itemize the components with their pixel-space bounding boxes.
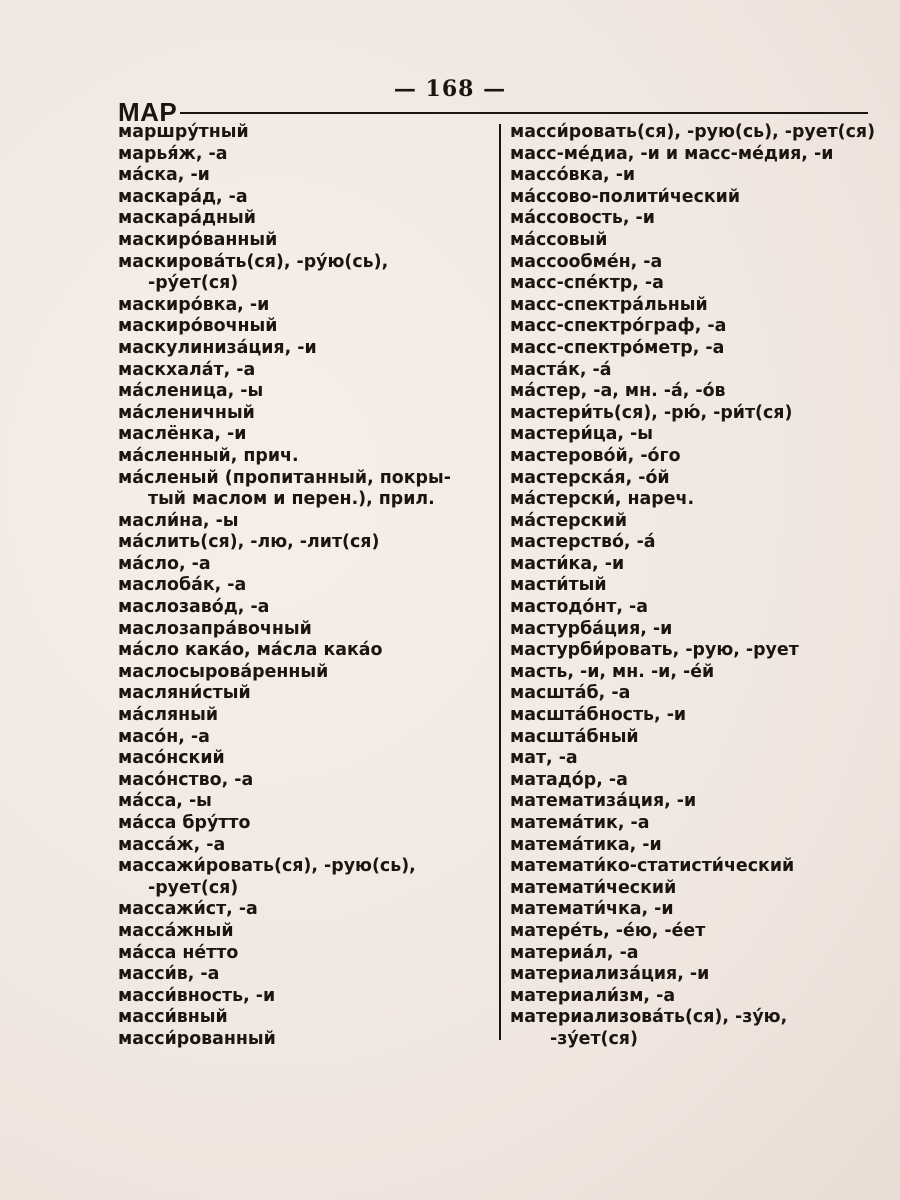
dictionary-entry: маскулиниза́ция, -и (118, 337, 317, 358)
dictionary-entry: ма́сленый (пропитанный, покры- (118, 467, 451, 488)
dictionary-entry: масшта́бный (510, 726, 639, 747)
dictionary-entry: математи́ческий (510, 877, 677, 898)
dictionary-entry: матадо́р, -а (510, 769, 628, 790)
dictionary-entry: масси́вность, -и (118, 985, 276, 1006)
dictionary-entry: ма́сса не́тто (118, 942, 239, 963)
dictionary-entry: матема́тик, -а (510, 813, 650, 833)
column-divider (499, 124, 501, 1040)
dictionary-entry: ма́сло кака́о, ма́сла кака́о (118, 640, 383, 661)
dictionary-entry: масо́нство, -а (118, 769, 254, 790)
dictionary-entry: маскиро́вочный (118, 316, 278, 337)
dictionary-entry: масс-спектро́граф, -а (510, 316, 727, 337)
dictionary-entry-continuation: -ру́ет(ся) (148, 273, 239, 294)
dictionary-entry: масси́ровать(ся), -рую(сь), -рует(ся) (510, 122, 876, 142)
header-rule (180, 112, 868, 114)
dictionary-entry: мастодо́нт, -а (510, 597, 648, 618)
dictionary-entry: ма́сло, -а (118, 553, 211, 574)
dictionary-entry: маста́к, -а́ (510, 359, 612, 380)
dictionary-entry: массообме́н, -а (510, 251, 663, 272)
dictionary-entry: масси́вный (118, 1007, 228, 1028)
dictionary-entry: материализова́ть(ся), -зу́ю, (510, 1007, 788, 1028)
dictionary-entry: ма́стерский (510, 510, 628, 531)
dictionary-entry: маслёнка, -и (118, 424, 247, 445)
dictionary-entry: масс-спектра́льный (510, 294, 708, 315)
dictionary-entry: ма́стерски́, нареч. (510, 489, 695, 510)
dictionary-entry: массажи́ст, -а (118, 899, 258, 920)
dictionary-entry: ма́ссовый (510, 229, 608, 250)
right-column (510, 122, 880, 1051)
dictionary-entry: маскиро́ванный (118, 229, 278, 250)
dictionary-entry: ма́сленица, -ы (118, 381, 264, 402)
dictionary-entry: масо́нский (118, 748, 225, 769)
dictionary-entry: маслоба́к, -а (118, 575, 247, 596)
dictionary-entry: марья́ж, -а (118, 143, 228, 164)
dictionary-entry: масса́ж, -а (118, 834, 226, 855)
dictionary-entry: матема́тика, -и (510, 834, 662, 855)
dictionary-entry: масти́тый (510, 575, 607, 596)
dictionary-entry: маскара́д, -а (118, 186, 248, 207)
dictionary-entry: масляни́стый (118, 683, 251, 704)
dictionary-entry: ма́ссовость, -и (510, 208, 655, 229)
dictionary-entry: материа́л, -а (510, 942, 639, 963)
dictionary-entry: масси́рованный (118, 1028, 276, 1049)
dictionary-entry: математи́чка, -и (510, 899, 674, 920)
dictionary-entry: матере́ть, -е́ю, -е́ет (510, 920, 706, 941)
dictionary-entry: масс-ме́диа, -и и масс-ме́дия, -и (510, 143, 834, 164)
dictionary-entry: мастерство́, -а́ (510, 532, 656, 553)
dictionary-entry: мат, -а (510, 748, 578, 769)
dictionary-entry: ма́ссово-полити́ческий (510, 186, 741, 207)
dictionary-entry: масти́ка, -и (510, 553, 625, 574)
dictionary-entry: ма́стер, -а, мн. -а́, -о́в (510, 381, 726, 402)
dictionary-entry: ма́сса, -ы (118, 791, 212, 812)
dictionary-entry: маскиро́вка, -и (118, 294, 270, 315)
dictionary-entry: математи́ко-статисти́ческий (510, 856, 795, 877)
guide-word: МАР (118, 97, 178, 127)
dictionary-entry: мастери́ть(ся), -рю́, -ри́т(ся) (510, 402, 793, 423)
dictionary-entry: маршру́тный (118, 122, 249, 142)
page-number: — 168 — (393, 76, 507, 102)
left-column (118, 122, 493, 1051)
dictionary-entry: мастерово́й, -о́го (510, 445, 681, 466)
dictionary-entry: материализа́ция, -и (510, 964, 710, 985)
dictionary-entry: массажи́ровать(ся), -рую(сь), (118, 856, 416, 877)
dictionary-entry: маскирова́ть(ся), -ру́ю(сь), (118, 251, 389, 272)
dictionary-entry: математиза́ция, -и (510, 791, 697, 812)
dictionary-entry: масли́на, -ы (118, 510, 239, 531)
dictionary-entry: ма́сляный (118, 705, 219, 726)
dictionary-entry-continuation: -рует(ся) (148, 877, 239, 898)
dictionary-entry-continuation: -зу́ет(ся) (550, 1028, 638, 1049)
dictionary-entry: ма́слить(ся), -лю, -лит(ся) (118, 532, 380, 553)
dictionary-entry: маслозапра́вочный (118, 618, 312, 639)
dictionary-entry: масо́н, -а (118, 726, 210, 747)
dictionary-entry: мастурба́ция, -и (510, 618, 673, 639)
dictionary-entry: маслозаво́д, -а (118, 597, 270, 618)
dictionary-entry: ма́сленный, прич. (118, 445, 299, 466)
dictionary-entry: масс-спе́ктр, -а (510, 273, 664, 294)
dictionary-entry: масса́жный (118, 920, 234, 941)
dictionary-entry: масшта́б, -а (510, 683, 631, 704)
dictionary-entry: маскхала́т, -а (118, 359, 256, 380)
dictionary-entry: материали́зм, -а (510, 985, 676, 1006)
dictionary-entry: маскара́дный (118, 208, 256, 229)
dictionary-entry: массо́вка, -и (510, 165, 636, 186)
dictionary-entry: ма́ска, -и (118, 165, 210, 186)
dictionary-entry: масть, -и, мн. -и, -е́й (510, 661, 715, 682)
dictionary-entry: масс-спектро́метр, -а (510, 337, 725, 358)
dictionary-entry: мастерска́я, -о́й (510, 467, 670, 488)
dictionary-entry: масси́в, -а (118, 964, 220, 985)
dictionary-entry: мастурби́ровать, -рую, -рует (510, 640, 799, 661)
dictionary-entry: масшта́бность, -и (510, 705, 687, 726)
dictionary-entry-continuation: тый маслом и перен.), прил. (148, 489, 435, 510)
dictionary-entry: маслосырова́ренный (118, 661, 329, 682)
dictionary-entry: ма́сса бру́тто (118, 813, 251, 833)
dictionary-entry: ма́сленичный (118, 402, 255, 423)
dictionary-entry: мастери́ца, -ы (510, 424, 653, 445)
